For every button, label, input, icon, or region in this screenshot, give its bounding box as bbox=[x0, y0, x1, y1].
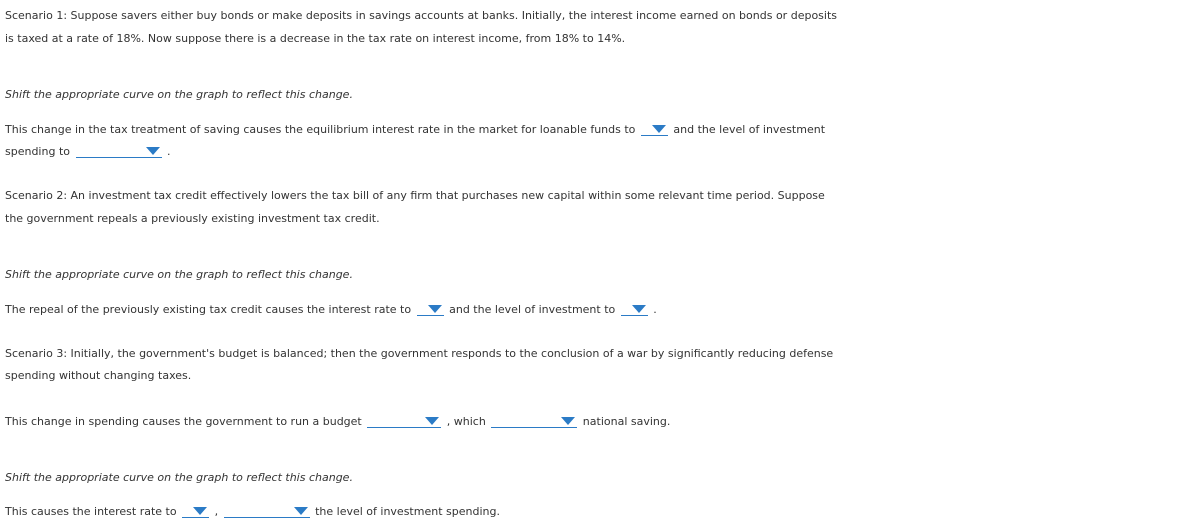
scenario3-instruction: Shift the appropriate curve on the graph to reflect this change. bbox=[5, 471, 353, 484]
scenario2-question-text-2: and the level of investment to bbox=[449, 303, 616, 316]
scenario3-text-line2: spending without changing taxes. bbox=[5, 369, 192, 382]
scenario1-question-period: . bbox=[167, 145, 171, 158]
scenario1-interest-rate-dropdown[interactable] bbox=[641, 122, 668, 136]
scenario3-budget-dropdown[interactable] bbox=[367, 414, 441, 428]
scenario3-question2-text-2: the level of investment spending. bbox=[315, 505, 500, 518]
scenario3-question-text-3: national saving. bbox=[582, 415, 671, 428]
dropdown-arrow-icon bbox=[425, 417, 439, 425]
dropdown-arrow-icon bbox=[146, 147, 160, 155]
scenario3-interest-rate-dropdown[interactable] bbox=[182, 504, 209, 518]
dropdown-arrow-icon bbox=[193, 507, 207, 515]
scenario2-text-line1: Scenario 2: An investment tax credit effectively lowers the tax bill of any firm that purchases new capital within some relevant time period. Suppose bbox=[5, 189, 825, 202]
scenario3-question2-comma: , bbox=[214, 505, 219, 518]
scenario2-question-text: The repeal of the previously existing tax credit causes the interest rate to bbox=[5, 303, 412, 316]
dropdown-arrow-icon bbox=[428, 305, 442, 313]
scenario3-investment-dropdown[interactable] bbox=[224, 504, 310, 518]
scenario2-question-line bbox=[5, 302, 657, 317]
scenario3-question-text: This change in spending causes the government to run a budget bbox=[5, 415, 362, 428]
scenario1-question-text-3: spending to bbox=[5, 145, 70, 158]
scenario1-investment-dropdown[interactable] bbox=[76, 144, 162, 158]
scenario1-instruction: Shift the appropriate curve on the graph to reflect this change. bbox=[5, 88, 353, 101]
scenario1-text-line1: Scenario 1: Suppose savers either buy bonds or make deposits in savings accounts at banks. Initially, the interest income earned on bonds or deposits bbox=[5, 9, 837, 22]
scenario2-investment-dropdown[interactable] bbox=[621, 302, 648, 316]
scenario3-saving-dropdown[interactable] bbox=[491, 414, 577, 428]
dropdown-arrow-icon bbox=[561, 417, 575, 425]
scenario3-question-text-2: , which bbox=[446, 415, 486, 428]
scenario3-text-line1: Scenario 3: Initially, the government's budget is balanced; then the government responds to the conclusion of a war by significantly reducing defense bbox=[5, 347, 834, 360]
scenario2-text-line2: the government repeals a previously existing investment tax credit. bbox=[5, 212, 380, 225]
scenario3-question2-line bbox=[5, 504, 500, 519]
scenario1-question-line1 bbox=[5, 122, 825, 137]
scenario3-question2-text: This causes the interest rate to bbox=[5, 505, 177, 518]
scenario1-text-line2: is taxed at a rate of 18%. Now suppose there is a decrease in the tax rate on interest income, from 18% to 14%. bbox=[5, 32, 626, 45]
scenario2-interest-rate-dropdown[interactable] bbox=[417, 302, 444, 316]
scenario2-instruction: Shift the appropriate curve on the graph to reflect this change. bbox=[5, 268, 353, 281]
scenario1-question-text-2: and the level of investment bbox=[673, 123, 826, 136]
dropdown-arrow-icon bbox=[652, 125, 666, 133]
scenario2-question-period: . bbox=[653, 303, 657, 316]
scenario1-question-line2 bbox=[5, 144, 171, 159]
dropdown-arrow-icon bbox=[294, 507, 308, 515]
dropdown-arrow-icon bbox=[632, 305, 646, 313]
scenario3-question-line bbox=[5, 414, 670, 429]
scenario1-question-text: This change in the tax treatment of saving causes the equilibrium interest rate in the market for loanable funds to bbox=[5, 123, 636, 136]
